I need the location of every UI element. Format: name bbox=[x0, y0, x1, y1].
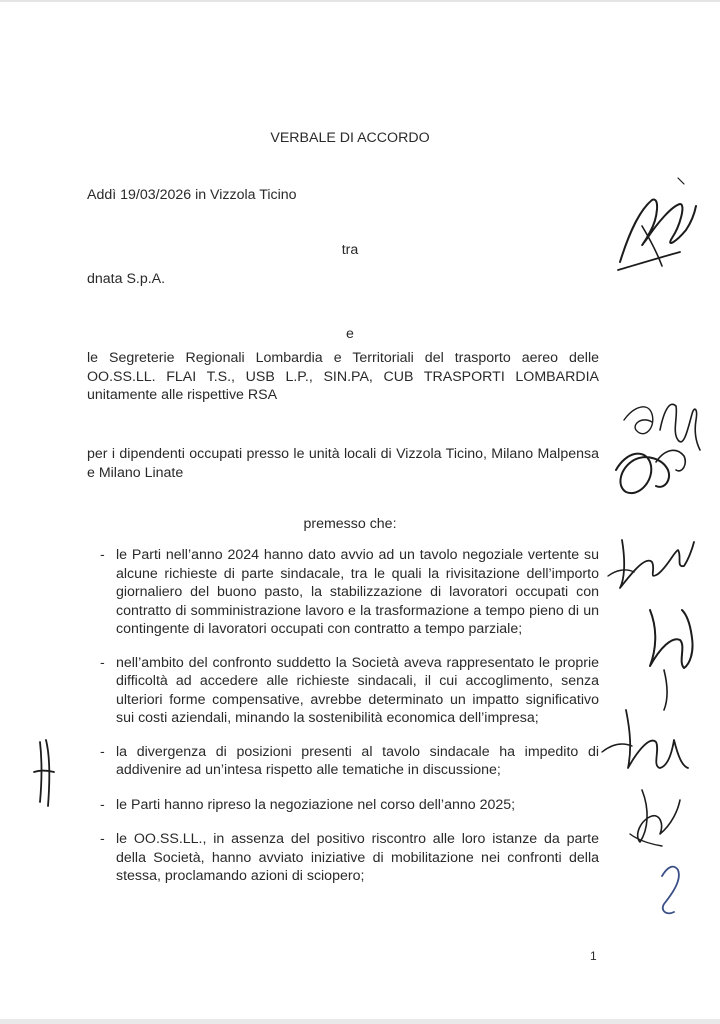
signature-6 bbox=[626, 710, 688, 768]
premise-text: le OO.SS.LL., in assenza del positivo riscontro alle loro istanze da parte della Società, hanno avviato iniziative di mobilitazione nei confronti della stessa, proclamando azioni di sciopero; bbox=[116, 831, 599, 884]
left-margin-scribble bbox=[28, 736, 62, 810]
between-word: tra bbox=[341, 242, 359, 258]
premise-text: nell’ambito del confronto suddetto la Società aveva rappresentato le proprie difficoltà ad accedere alle richieste sindacali, il cui accoglimento, senza ulteriori forme compensative, avrebbe determinato un impatto significativo sui costi aziendali, minando la sostenibilità economica dell’impresa; bbox=[116, 654, 599, 726]
signature-3 bbox=[616, 454, 669, 494]
date-place: Addì 19/03/2026 in Vizzola Ticino bbox=[87, 187, 297, 203]
premise-heading: premesso che: bbox=[303, 516, 397, 532]
bullet-dash: - bbox=[100, 654, 105, 671]
scan-bottom-edge bbox=[0, 1019, 720, 1024]
list-item bbox=[87, 796, 599, 815]
party-one: dnata S.p.A. bbox=[87, 271, 166, 287]
signature-4 bbox=[620, 540, 694, 588]
premise-list bbox=[87, 546, 599, 886]
party-two: le Segreterie Regionali Lombardia e Territoriali del trasporto aereo delle OO.SS.LL. FLAI T.S., USB L.P., SIN.PA, CUB TRASPORTI LOMBARDIA unitamente alle rispettive RSA bbox=[87, 350, 599, 403]
list-item bbox=[87, 546, 599, 639]
and-word: e bbox=[346, 326, 354, 342]
signature-blue bbox=[662, 867, 679, 914]
signature-5 bbox=[650, 610, 693, 668]
signature-1 bbox=[620, 200, 696, 262]
page-number: 1 bbox=[590, 949, 597, 963]
premise-text: le Parti hanno ripreso la negoziazione nel corso dell’anno 2025; bbox=[116, 796, 516, 813]
bullet-dash: - bbox=[100, 743, 105, 760]
scan-top-edge bbox=[0, 0, 720, 2]
list-item bbox=[87, 654, 599, 728]
list-item bbox=[87, 830, 599, 886]
signature-2 bbox=[660, 404, 700, 450]
list-item bbox=[87, 743, 599, 780]
premise-text: la divergenza di posizioni presenti al tavolo sindacale ha impedito di addivenire ad un’intesa rispetto alle tematiche in discussione; bbox=[116, 743, 599, 778]
signature-7 bbox=[638, 790, 680, 842]
premise-text: le Parti nell’anno 2024 hanno dato avvio ad un tavolo negoziale vertente su alcune richieste di parte sindacale, tra le quali la rivisitazione dell’importo giornaliero del buono pasto, la stabilizzazione di lavoratori occupati con contratto di somministrazione lavoro e la trasformazione a tempo pieno di un contingente di lavoratori occupati con contratto a tempo parziale; bbox=[116, 547, 599, 637]
scope-paragraph: per i dipendenti occupati presso le unità locali di Vizzola Ticino, Milano Malpensa e Milano Linate bbox=[87, 446, 599, 481]
bullet-dash: - bbox=[100, 547, 105, 563]
margin-signatures bbox=[560, 170, 720, 930]
document-title: VERBALE DI ACCORDO bbox=[270, 130, 430, 146]
bullet-dash: - bbox=[100, 831, 105, 847]
bullet-dash: - bbox=[100, 796, 105, 813]
